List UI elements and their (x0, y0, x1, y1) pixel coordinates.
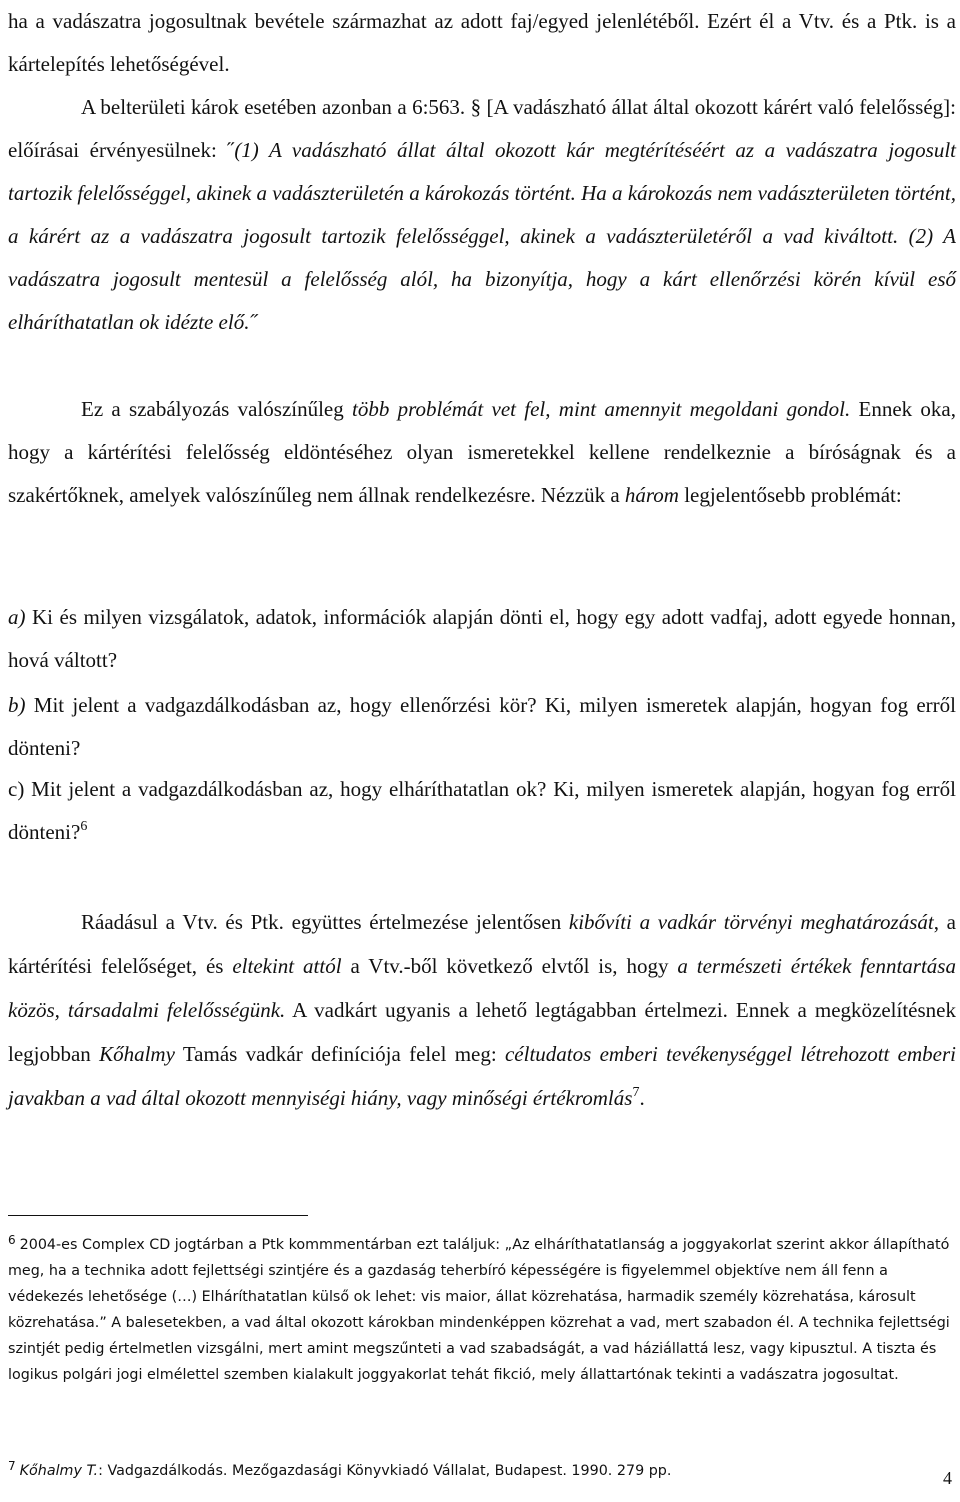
list-item-c: c) Mit jelent a vadgazdálkodásban az, hogy elháríthatatlan ok? Ki, milyen ismeretek alapján, hogyan fog erről dönteni?$^6$ (8, 777, 956, 844)
footnote-mark-6: 6 (8, 1233, 16, 1247)
text-section-ref: A belterületi károk esetében azonban a 6:563. § [A vadászható állat által okozott kárért való felelősség]: előírásai érvényesülnek: ˝ (8, 95, 956, 162)
list-item-b: b) Mit jelent a vadgazdálkodásban az, hogy ellenőrzési kör? Ki, milyen ismeretek alapján, hogyan fog erről dönteni? (8, 693, 956, 760)
text-intro: ha a vadászatra jogosultnak bevétele származhat az adott faj/egyed jelenlétéből. Ezért él a Vtv. és a Ptk. is a kártelepítés lehetőségével. (8, 9, 956, 76)
footnote-6: $^6$ 2004-es Complex CD jogtárban a Ptk kommmentárban ezt találjuk: „Az elháríthatatlanság a joggyakorlat szerint akkor állapítható meg, ha a technika adott fejlettségi szintjére és a gazdaság teherbíró képességére is figyelemmel objektíve nem áll fenn a védekezés lehetősége (…) Elháríthatatlan külső ok lehet: vis maior, állat közrehatása, harmadik személy közrehatása, károsult közrehatása.” A balesetekben, a vad által okozott károkban mindenképpen közrehat a vad, mert szabadon él. A technika fejlettségi szintjét pedig értelmetlen vizsgálni, mert amint megszűnteti a vad szabadságát, a vad háziállattá lesz, vagy kipusztul. A tiszta és logikus polgári jogi elmélettel szemben kialakult joggyakorlat tehát fikció, mely állattartónak tekinti a vadászatra jogosultat. (8, 1233, 950, 1383)
paragraph-vadkar: Ráadásul a Vtv. és Ptk. együttes értelmezése jelentősen kibővíti a vadkár törvényi meghatározását, a kártérítési felelőséget, és eltekint attól a Vtv.-ből következő elvtől is, hogy a természeti értékek fenntartása közös, társadalmi felelősségünk. A vadkárt ugyanis a lehető legtágabban értelmezi. Ennek a megközelítésnek legjobban Kőhalmy Tamás vadkár definíciója felel meg: céltudatos emberi tevékenységgel létrehozott emberi javakban a vad által okozott mennyiségi hiány, vagy minőségi értékromlás$^7$. (8, 910, 956, 1110)
list-item-a: a) Ki és milyen vizsgálatok, adatok, információk alapján dönti el, hogy egy adott vadfaj, adott egyede honnan, hová váltott? (8, 605, 956, 672)
list-label-b: b) (8, 693, 26, 717)
footnote-ref-7: 7 (632, 1085, 640, 1100)
paragraph-belterulet (8, 0, 956, 344)
text-quote-law: (1) A vadászható állat által okozott kár megtérítéséért az a vadászatra jogosult tartozik felelősséggel, akinek a vadászterületén a károkozás történt. Ha a károkozás nem vadászterületen történt, a kárért az a vadászatra jogosult tartozik felelősséggel, akinek a vadászterületéről a vad kiváltott. (2) A vadászatra jogosult mentesül a felelősség alól, ha bizonyítja, hogy a kárt ellenőrzési körén kívül eső elháríthatatlan ok idézte elő.˝ (8, 138, 956, 334)
paragraph-problems: Ez a szabályozás valószínűleg több problémát vet fel, mint amennyit megoldani gondol. Ennek oka, hogy a kártérítési felelősség eldöntéséhez olyan ismeretekkel kellene rendelkeznie a bíróságnak és a szakértőknek, amelyek valószínűleg nem állnak rendelkezésre. Nézzük a három legjelentősebb problémát: (8, 397, 956, 507)
footnote-7: $^7$ Kőhalmy T.: Vadgazdálkodás. Mezőgazdasági Könyvkiadó Vállalat, Budapest. 1990. 279 pp. (8, 1459, 672, 1479)
footnote-separator (8, 1215, 308, 1216)
list-label-a: a) (8, 605, 26, 629)
footnote-ref-6: 6 (80, 819, 88, 834)
page-number: 4 (943, 1468, 952, 1488)
footnote-mark-7: 7 (8, 1459, 16, 1473)
